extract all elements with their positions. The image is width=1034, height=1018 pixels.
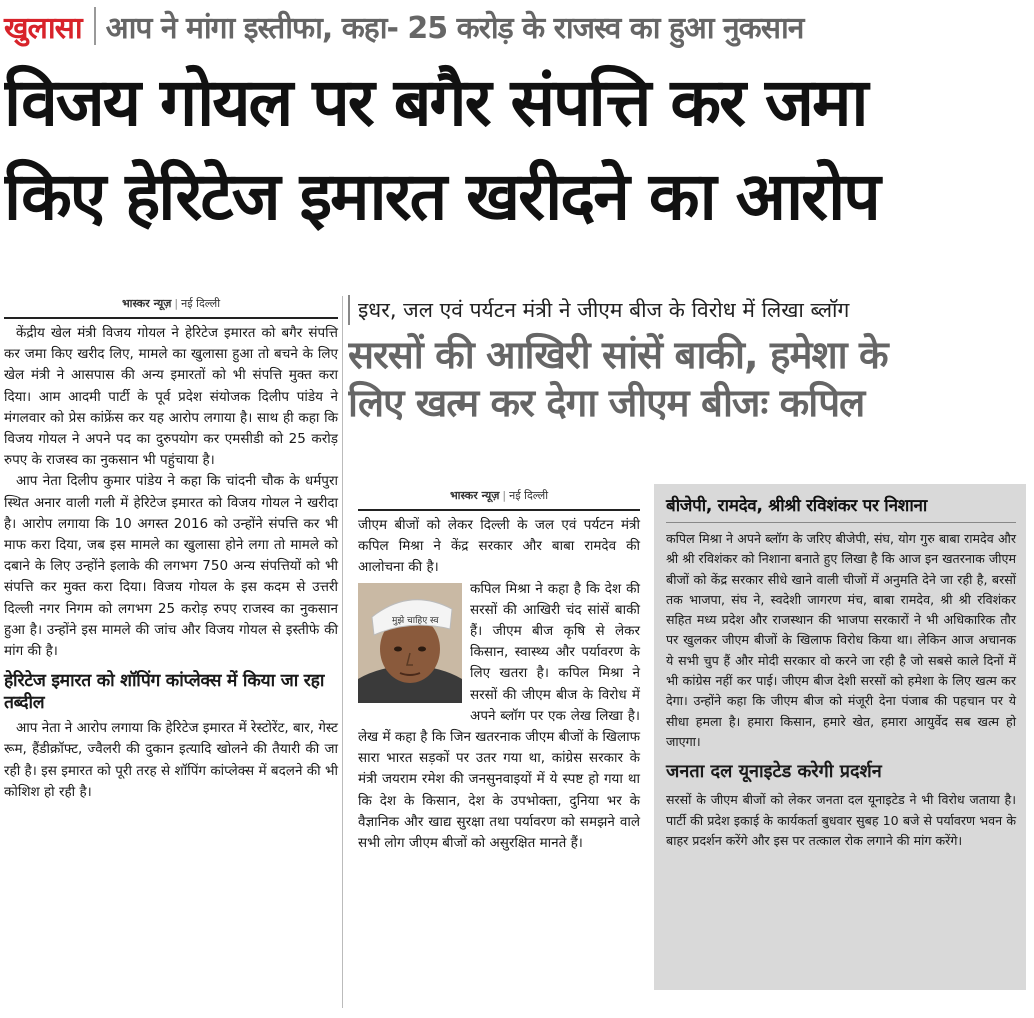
- headline-line-2: किए हेरिटेज इमारत खरीदने का आरोप: [4, 158, 879, 235]
- paragraph: आप नेता दिलीप कुमार पांडेय ने कहा कि चांदनी चौक के धर्मपुरा स्थित अनार वाली गली में हेरिटेज इमारत को विजय गोयल ने खरीदा है। आरोप लगाया कि 10 अगस्त 2016 को उन्होंने संपत्ति कर भी माफ करा दिया, जब इस मामले का खुलासा होने लगा तो मामले को दबाने के लिए उन्होंने इलाके की लगभग 750 अन्य संपत्तियों को भी संपत्ति कर मुक्त करा दिया। विजय गोयल के इस कदम से उत्तरी दिल्ली नगर निगम को लगभग 25 करोड़ रुपए राजस्व का नुकसान हुआ है। उन्होंने इस मामले की जांच और विजय गोयल से इस्तीफे की मांग की है।: [4, 473, 338, 660]
- section-subhead: हेरिटेज इमारत को शॉपिंग कांप्लेक्स में किया जा रहा तब्दील: [4, 671, 325, 714]
- byline-place: नई दिल्ली: [509, 489, 549, 502]
- kicker-divider: [94, 7, 96, 45]
- second-story-headline: [348, 332, 1028, 428]
- sidebar-box: [654, 484, 1026, 990]
- portrait-photo: [358, 583, 462, 703]
- kicker-tick: [348, 295, 350, 325]
- kicker-tag: खुलासा: [4, 10, 82, 46]
- main-headline: [4, 56, 1030, 244]
- byline-rule: [358, 509, 640, 511]
- byline: [358, 488, 640, 503]
- cap-text: मुझे चाहिए स्व: [392, 615, 439, 626]
- box-text-2: सरसों के जीएम बीजों को लेकर जनता दल यूनाइटेड ने भी विरोध जताया है। पार्टी की प्रदेश इकाई के कार्यकर्ता बुधवार सुबह 10 बजे से पर्यावरण भवन के बाहर प्रदर्शन करेंगे और इस पर तत्काल रोक लगाने की मांग करेंगे।: [666, 792, 1016, 848]
- middle-story-body: [358, 515, 640, 854]
- middle-story: [358, 488, 640, 854]
- paragraph: आप नेता ने आरोप लगाया कि हेरिटेज इमारत में रेस्टोरेंट, बार, गेस्ट रूम, हैंडीक्रॉफ्ट, ज्वैलरी की दुकान इत्यादि खोलने की तैयारी की जा रही है। इस इमारत को पूरी तरह से शॉपिंग कांप्लेक्स में बदलने की भी कोशिश हो रही है।: [4, 720, 338, 800]
- box-text-1: कपिल मिश्रा ने अपने ब्लॉग के जरिए बीजेपी, संघ, योग गुरु बाबा रामदेव और श्री श्री रविशंकर को निशाना बनाते हुए लिखा है कि आज इन खतरनाक जीएम बीजों को केंद्र सरकार सीधे खाने वाली चीजों में अनुमति देने जा रही है, बरसों तक भाजपा, संघ ने, स्वदेशी जागरण मंच, बाबा रामदेव, श्री श्री रविशंकर सहित मध्य प्रदेश और राजस्थान की भाजपा सरकारों ने भी अधिकारिक तौर पर खुलकर जीएम बीजों के खिलाफ विरोध किया था। लेकिन आज अचानक ये सभी चुप हैं और मोदी सरकार वो करने जा रही है जो सबसे काले दिनों में भी कांग्रेस नहीं कर पाई। जीएम बीज देशी सरसों को हमेशा के लिए खत्म कर देगा। उन्होंने कहा कि जीएम बीज को मंजूरी देना पंजाब की पहचान पर ये सीधा हमला है। हमारा किसान, हमारे खेत, हमारा आयुर्वेद सब खत्म हो जाएगा।: [666, 531, 1016, 749]
- paragraph: केंद्रीय खेल मंत्री विजय गोयल ने हेरिटेज इमारत को बगैर संपत्ति कर जमा किए खरीद लिए, मामले का खुलासा हुआ तो बचने के लिए खेल मंत्री ने आसपास की अन्य इमारतों को भी संपत्ति मुक्त करा दिया। आम आदमी पार्टी के पूर्व प्रदेश संयोजक दिलीप पांडेय ने मंगलवार को प्रेस कांफ्रेंस कर यह आरोप लगाया है। साथ ही कहा कि विजय गोयल ने अपने पद का दुरुपयोग कर एमसीडी को 25 करोड़ रुपए के राजस्व का नुकसान भी पहुंचाया है।: [4, 325, 338, 469]
- byline: [4, 296, 338, 311]
- box-heading-2: जनता दल यूनाइटेड करेगी प्रदर्शन: [666, 761, 882, 783]
- left-story-body-2: [4, 718, 338, 803]
- byline-separator: |: [502, 489, 507, 502]
- kicker-subtitle: आप ने मांगा इस्तीफा, कहा- 25 करोड़ के राजस्व का हुआ नुकसान: [105, 10, 804, 46]
- headline-line-2: लिए खत्म कर देगा जीएम बीजः कपिल: [348, 381, 865, 426]
- column-divider: [342, 296, 343, 1008]
- byline-place: नई दिल्ली: [181, 297, 221, 310]
- paragraph: कपिल मिश्रा ने कहा है कि देश की सरसों की आखिरी चंद सांसें बाकी हैं। जीएम बीज कृषि से लेकर किसान, स्वास्थ्य और पर्यावरण के लिए खतरा है। कपिल मिश्रा ने सरसों की जीएम बीज के विरोध में अपने ब्लॉग पर एक लेख लिखा है। लेख में कहा है कि जिन खतरनाक जीएम बीजों के खिलाफ सारा भारत सड़कों पर उतर गया था, कांग्रेस सरकार के मंत्री जयराम रमेश की जनसुनवाइयों में ये स्पष्ट हो गया था कि देश के किसान, देश के उपभोक्ता, दुनिया भर के वैज्ञानिक और खाद्य सुरक्षा तथा पर्यावरण को समझने वाले सभी लोग जीएम बीजों को असुरक्षित मानते हैं।: [358, 580, 640, 852]
- second-story-kicker-text: इधर, जल एवं पर्यटन मंत्री ने जीएम बीज के विरोध में लिखा ब्लॉग: [358, 298, 850, 322]
- box-heading-1: बीजेपी, रामदेव, श्रीश्री रविशंकर पर निशाना: [666, 494, 1016, 523]
- second-story-header: [348, 292, 1028, 428]
- byline-rule: [4, 317, 338, 319]
- headline-line-1: सरसों की आखिरी सांसें बाकी, हमेशा के: [348, 333, 888, 378]
- kicker-strap: [4, 4, 803, 48]
- byline-separator: |: [174, 297, 179, 310]
- byline-source: भास्कर न्यूज़: [449, 489, 500, 502]
- paragraph: जीएम बीजों को लेकर दिल्ली के जल एवं पर्यटन मंत्री कपिल मिश्रा ने केंद्र सरकार और बाबा रामदेव की आलोचना की है।: [358, 517, 640, 576]
- left-story-body: [4, 323, 338, 662]
- portrait-illustration: [358, 583, 462, 703]
- left-story: [4, 296, 338, 803]
- second-story-kicker: [348, 292, 1028, 328]
- headline-line-1: विजय गोयल पर बगैर संपत्ति कर जमा: [4, 64, 867, 141]
- byline-source: भास्कर न्यूज़: [121, 297, 172, 310]
